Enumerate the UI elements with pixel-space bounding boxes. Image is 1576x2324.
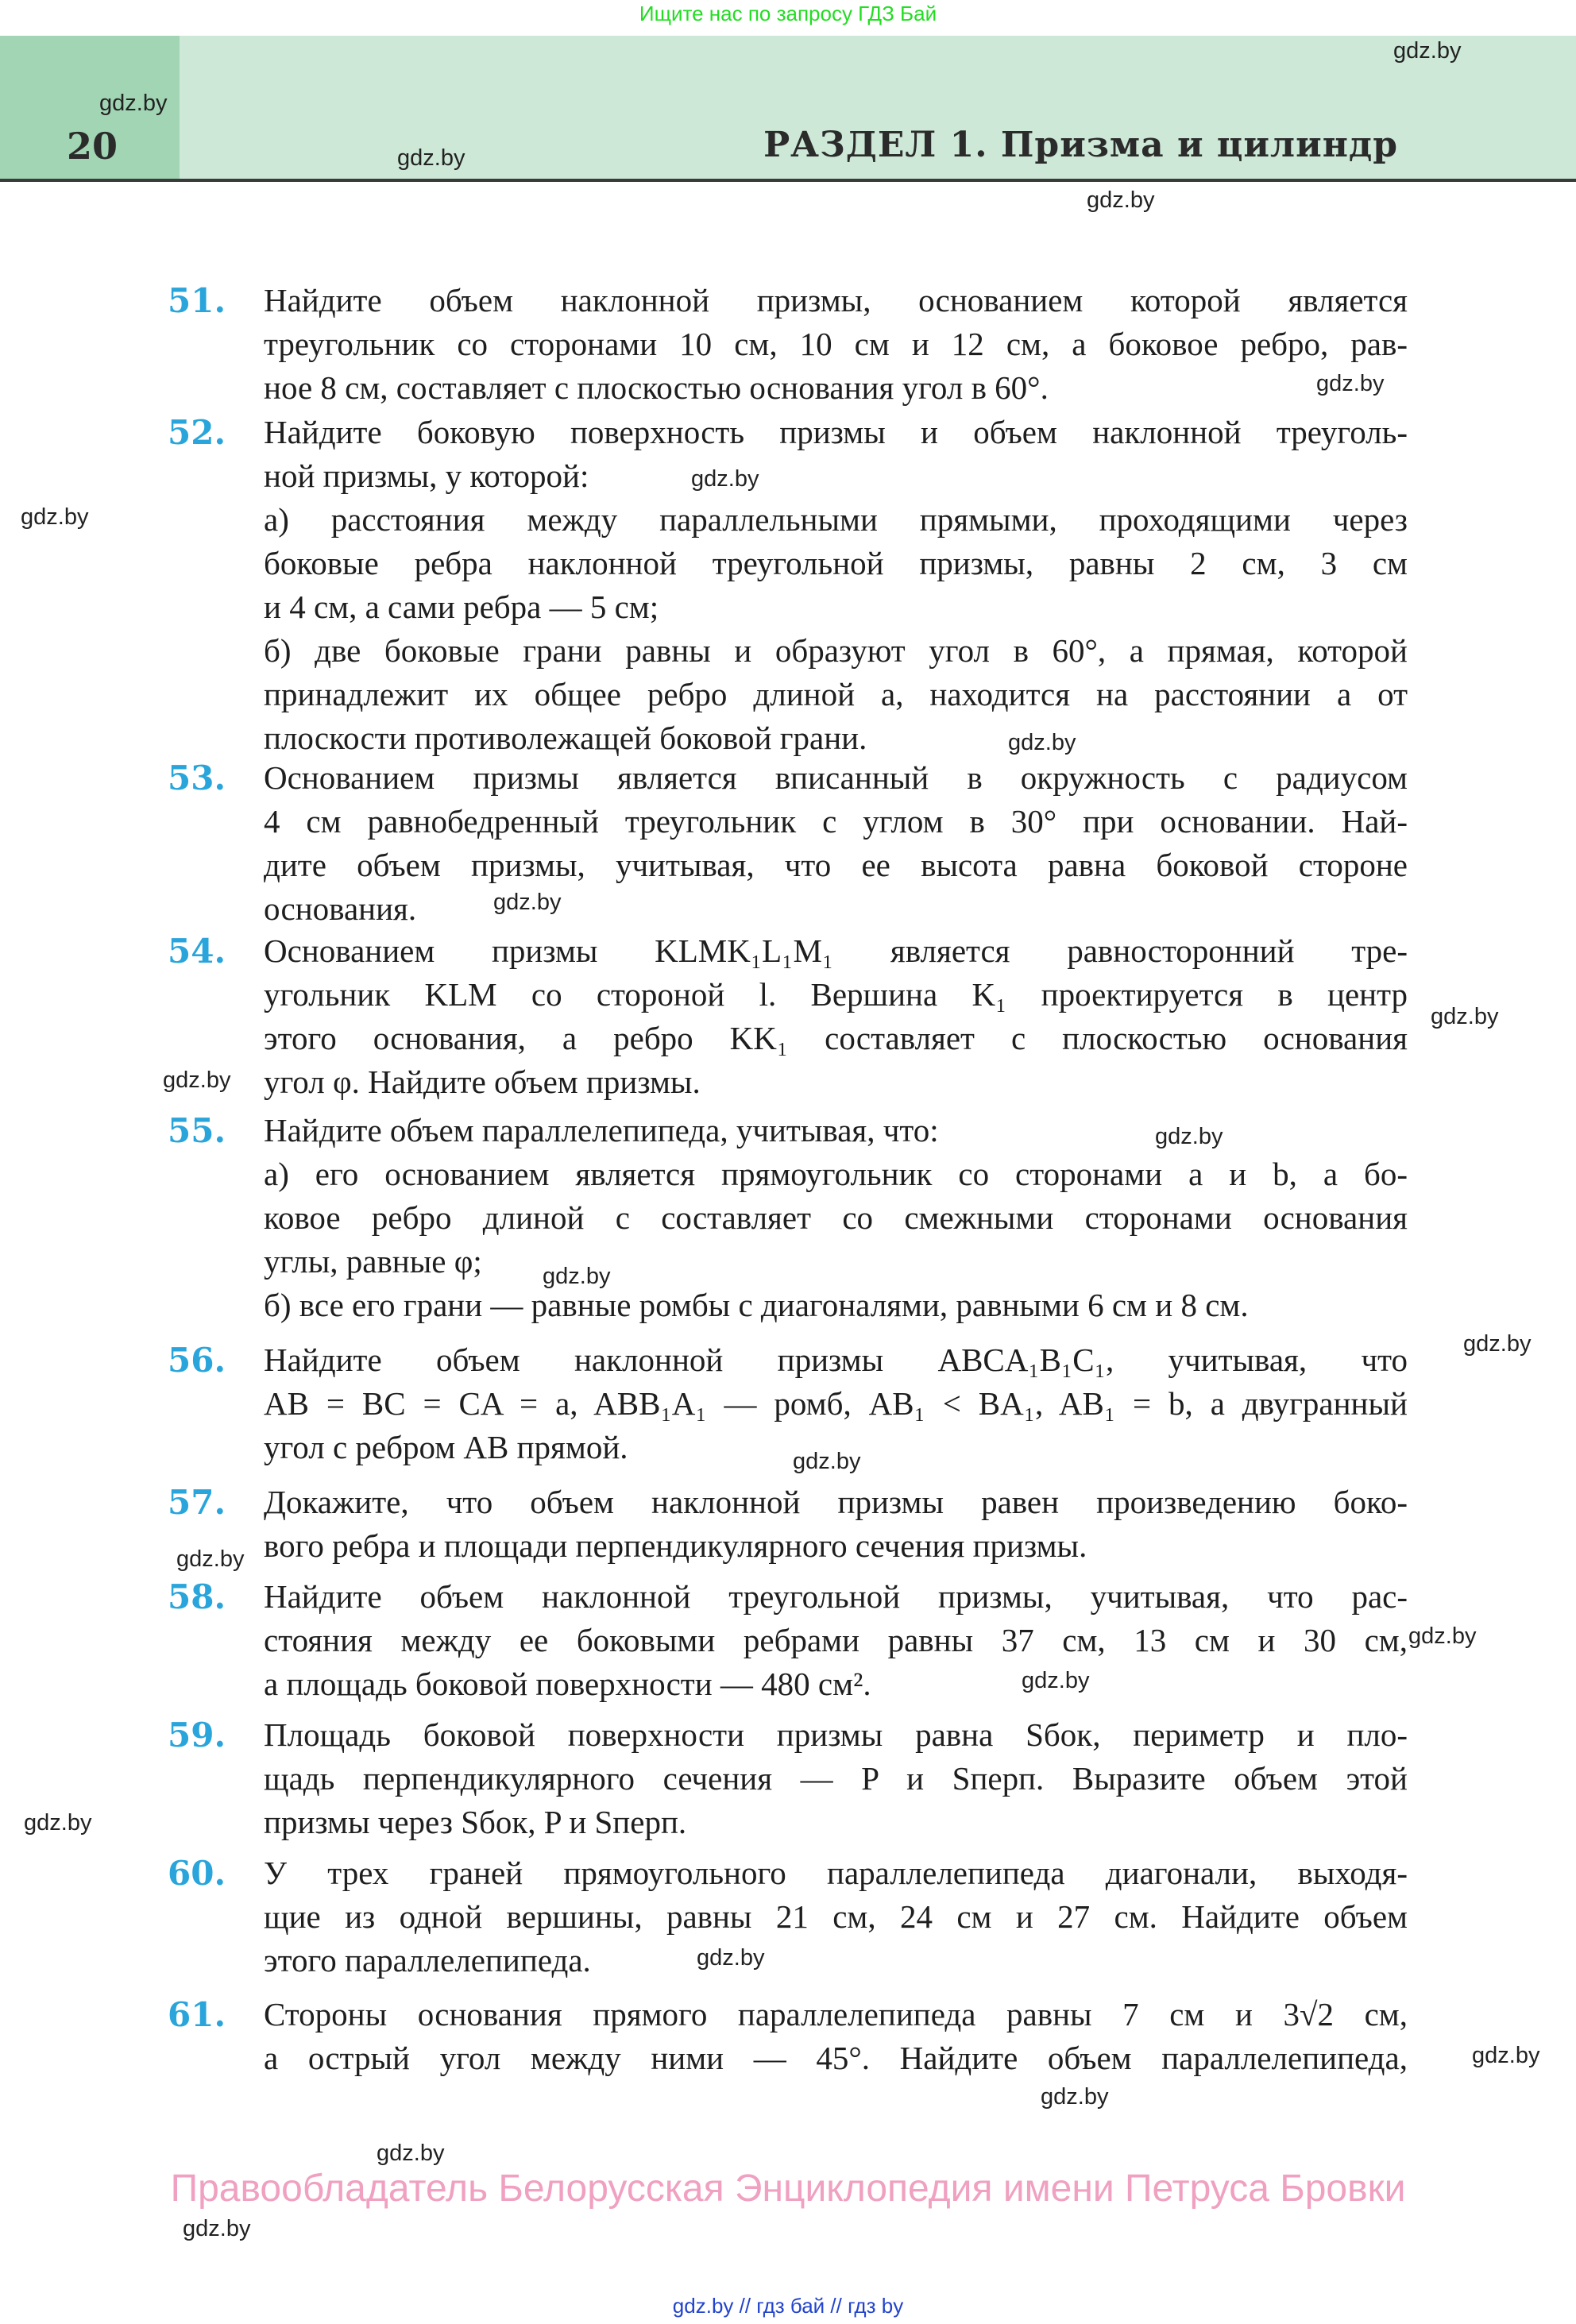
problem-text — [264, 756, 1408, 931]
text-line: Докажите, что объем наклонной призмы равен произведению боко- — [264, 1484, 1408, 1520]
problem-number: 52. — [168, 413, 226, 452]
text-line: У трех граней прямоугольного параллелепипеда диагонали, выходя- — [264, 1855, 1408, 1891]
problem-number: 56. — [168, 1341, 226, 1380]
problem-text — [264, 279, 1408, 410]
watermark: gdz.by — [1472, 2043, 1540, 2068]
problem-text — [264, 1713, 1408, 1844]
watermark: gdz.by — [163, 1067, 231, 1093]
page-number: 20 — [67, 125, 118, 168]
problem-text — [264, 929, 1408, 1104]
text-line: этого параллелепипеда. — [264, 1942, 591, 1978]
problem-text — [264, 1851, 1408, 1982]
text-line: Найдите объем параллелепипеда, учитывая, что: — [264, 1112, 939, 1148]
text-line: а острый угол между ними — 45°. Найдите объем параллелепипеда, — [264, 2040, 1408, 2076]
watermark: gdz.by — [99, 91, 168, 116]
text-line: ное 8 см, составляет с плоскостью основания угол в 60°. — [264, 369, 1049, 406]
text-line: Площадь боковой поверхности призмы равна Sбок, периметр и пло- — [264, 1716, 1408, 1753]
problem-number: 53. — [168, 759, 226, 797]
problem-number: 57. — [168, 1483, 226, 1522]
watermark: gdz.by — [493, 890, 562, 915]
problem-number: 60. — [168, 1854, 226, 1893]
watermark: gdz.by — [1022, 1668, 1090, 1693]
text-line: призмы через Sбок, P и Sперп. — [264, 1804, 687, 1840]
text-line: вого ребра и площади перпендикулярного сечения призмы. — [264, 1527, 1087, 1564]
text-line: AB = BC = CA = a, ABB₁A₁ — ромб, AB₁ < BA₁, AB₁ = b, а двугранный — [264, 1385, 1408, 1422]
text-line: Основанием призмы является вписанный в окружность с радиусом — [264, 759, 1408, 796]
problem-text — [264, 1109, 1408, 1327]
problem-number: 54. — [168, 932, 226, 971]
text-line: угол с ребром AB прямой. — [264, 1429, 628, 1465]
text-line: принадлежит их общее ребро длиной a, находится на расстоянии a от — [264, 676, 1408, 712]
text-line: дите объем призмы, учитывая, что ее высота равна боковой стороне — [264, 847, 1408, 883]
problem-text — [264, 1480, 1408, 1568]
watermark: gdz.by — [183, 2216, 251, 2241]
text-line: 4 см равнобедренный треугольник с углом в 30° при основании. Най- — [264, 803, 1408, 840]
text-line: плоскости противолежащей боковой грани. — [264, 720, 867, 756]
watermark: gdz.by — [697, 1945, 765, 1971]
watermark: gdz.by — [377, 2141, 445, 2166]
watermark: gdz.by — [176, 1546, 245, 1572]
watermark: gdz.by — [24, 1810, 92, 1836]
problem-number: 51. — [168, 281, 226, 320]
section-title: РАЗДЕЛ 1. Призма и цилиндр — [763, 125, 1398, 165]
text-line: Найдите объем наклонной призмы, основанием которой является — [264, 282, 1408, 318]
text-line: а) его основанием является прямоугольник со сторонами a и b, а бо- — [264, 1156, 1408, 1192]
watermark: gdz.by — [21, 504, 89, 530]
text-line: ковое ребро длиной c составляет со смежными сторонами основания — [264, 1199, 1408, 1236]
watermark: gdz.by — [1041, 2084, 1109, 2110]
watermark: gdz.by — [1408, 1623, 1477, 1649]
text-line: щадь перпендикулярного сечения — P и Sперп. Выразите объем этой — [264, 1760, 1408, 1797]
text-line: стояния между ее боковыми ребрами равны 37 см, 13 см и 30 см, — [264, 1622, 1408, 1658]
text-line: Найдите объем наклонной призмы ABCA₁B₁C₁, учитывая, что — [264, 1342, 1408, 1378]
watermark: gdz.by — [397, 145, 465, 171]
problem-number: 58. — [168, 1577, 226, 1616]
watermark: gdz.by — [1393, 38, 1462, 64]
text-line: б) две боковые грани равны и образуют угол в 60°, а прямая, которой — [264, 632, 1408, 669]
watermark: gdz.by — [1155, 1124, 1223, 1149]
problem-text — [264, 411, 1408, 760]
text-line: боковые ребра наклонной треугольной призмы, равны 2 см, 3 см — [264, 545, 1408, 581]
text-line: углы, равные φ; — [264, 1243, 482, 1280]
text-line: основания. — [264, 890, 417, 927]
problem-number: 55. — [168, 1111, 226, 1150]
text-line: щие из одной вершины, равны 21 см, 24 см и 27 см. Найдите объем — [264, 1898, 1408, 1935]
watermark: gdz.by — [543, 1264, 611, 1289]
text-line: Основанием призмы KLMK₁L₁M₁ является равносторонний тре- — [264, 932, 1408, 969]
watermark: gdz.by — [1087, 187, 1155, 213]
text-line: ной призмы, у которой: — [264, 457, 589, 494]
text-line: б) все его грани — равные ромбы с диагоналями, равными 6 см и 8 см. — [264, 1287, 1249, 1323]
text-line: а площадь боковой поверхности — 480 см². — [264, 1666, 871, 1702]
text-line: угольник KLM со стороной l. Вершина K₁ проектируется в центр — [264, 976, 1408, 1013]
problem-text — [264, 1575, 1408, 1706]
watermark: gdz.by — [691, 466, 759, 492]
page-header — [0, 36, 1576, 182]
watermark: gdz.by — [1463, 1331, 1532, 1357]
text-line: а) расстояния между параллельными прямыми, проходящими через — [264, 501, 1408, 538]
text-line: Найдите боковую поверхность призмы и объем наклонной треуголь- — [264, 414, 1408, 450]
top-search-banner[interactable]: Ищите нас по запросу ГДЗ Бай — [639, 2, 937, 25]
watermark: gdz.by — [1316, 371, 1385, 396]
problem-number: 59. — [168, 1716, 226, 1755]
problem-text — [264, 1993, 1408, 2080]
footer-links[interactable]: gdz.by // гдз бай // гдз by — [672, 2294, 904, 2318]
problem-number: 61. — [168, 1995, 226, 2034]
watermark: gdz.by — [1008, 730, 1076, 755]
watermark: gdz.by — [1431, 1004, 1499, 1029]
copyright-notice: Правообладатель Белорусская Энциклопедия имени Петруса Бровки — [170, 2168, 1406, 2210]
text-line: треугольник со сторонами 10 см, 10 см и 12 см, а боковое ребро, рав- — [264, 326, 1408, 362]
text-line: Стороны основания прямого параллелепипеда равны 7 см и 3√2 см, — [264, 1996, 1408, 2033]
text-line: этого основания, а ребро KK₁ составляет с плоскостью основания — [264, 1020, 1408, 1056]
text-line: Найдите объем наклонной треугольной призмы, учитывая, что рас- — [264, 1578, 1408, 1615]
text-line: угол φ. Найдите объем призмы. — [264, 1064, 701, 1100]
text-line: и 4 см, а сами ребра — 5 см; — [264, 589, 659, 625]
watermark: gdz.by — [793, 1449, 861, 1474]
